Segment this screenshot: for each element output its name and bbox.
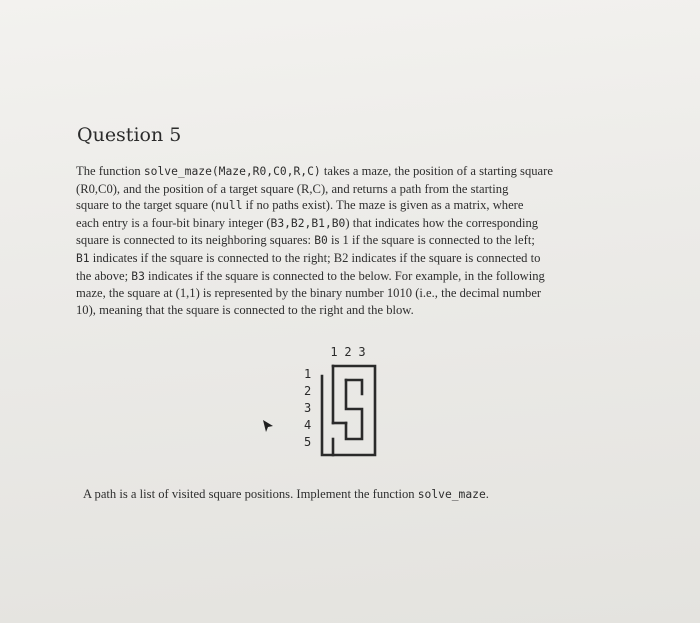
- inline-code: B0: [314, 234, 328, 248]
- column-label: 3: [358, 345, 366, 359]
- inline-code: solve_maze(Maze,R0,C0,R,C): [143, 165, 321, 178]
- row-label: 1: [304, 367, 312, 381]
- row-label: 2: [304, 384, 312, 398]
- inline-code: B3: [131, 269, 145, 283]
- body-text: takes a maze, the position of a starting square: [320, 164, 553, 178]
- footer-code: solve_maze: [417, 488, 486, 501]
- body-text: square to the target square (: [76, 198, 216, 213]
- footer-text: A path is a list of visited square positions. Implement the function: [83, 487, 418, 501]
- mouse-cursor-icon: [260, 418, 276, 434]
- row-label: 4: [304, 418, 312, 432]
- body-text: each entry is a four-bit binary integer (: [76, 215, 271, 230]
- maze-wall: [346, 380, 362, 394]
- body-text: indicates if the square is connected to the right; B2 indicates if the square is connected to: [89, 250, 541, 265]
- body-text: square is connected to its neighboring squares:: [76, 233, 315, 248]
- inline-code: null: [215, 199, 243, 213]
- body-text: maze, the square at (1,1) is represented by the binary number 1010 (i.e., the decimal number: [76, 286, 542, 301]
- body-text: The function: [76, 164, 144, 178]
- question-footer: [83, 487, 489, 502]
- question-title: Question 5: [77, 124, 182, 146]
- body-text: is 1 if the square is connected to the left;: [327, 233, 535, 248]
- inline-code: B3,B2,B1,B0: [270, 216, 346, 230]
- column-label: 1: [330, 345, 338, 359]
- body-text: ) that indicates how the corresponding: [345, 215, 539, 230]
- inline-code: B1: [76, 251, 90, 265]
- row-label: 3: [304, 401, 312, 415]
- body-text: if no paths exist). The maze is given as a matrix, where: [242, 198, 524, 213]
- maze-wall: [346, 380, 362, 439]
- body-text: the above;: [76, 268, 132, 283]
- body-text: (R0,C0), and the position of a target square (R,C), and returns a path from the starting: [76, 181, 509, 196]
- footer-suffix: .: [485, 487, 489, 501]
- body-text: indicates if the square is connected to the below. For example, in the following: [144, 268, 545, 283]
- row-label: 5: [304, 435, 312, 449]
- column-label: 2: [344, 345, 352, 359]
- body-text: 10), meaning that the square is connected to the right and the blow.: [76, 302, 414, 317]
